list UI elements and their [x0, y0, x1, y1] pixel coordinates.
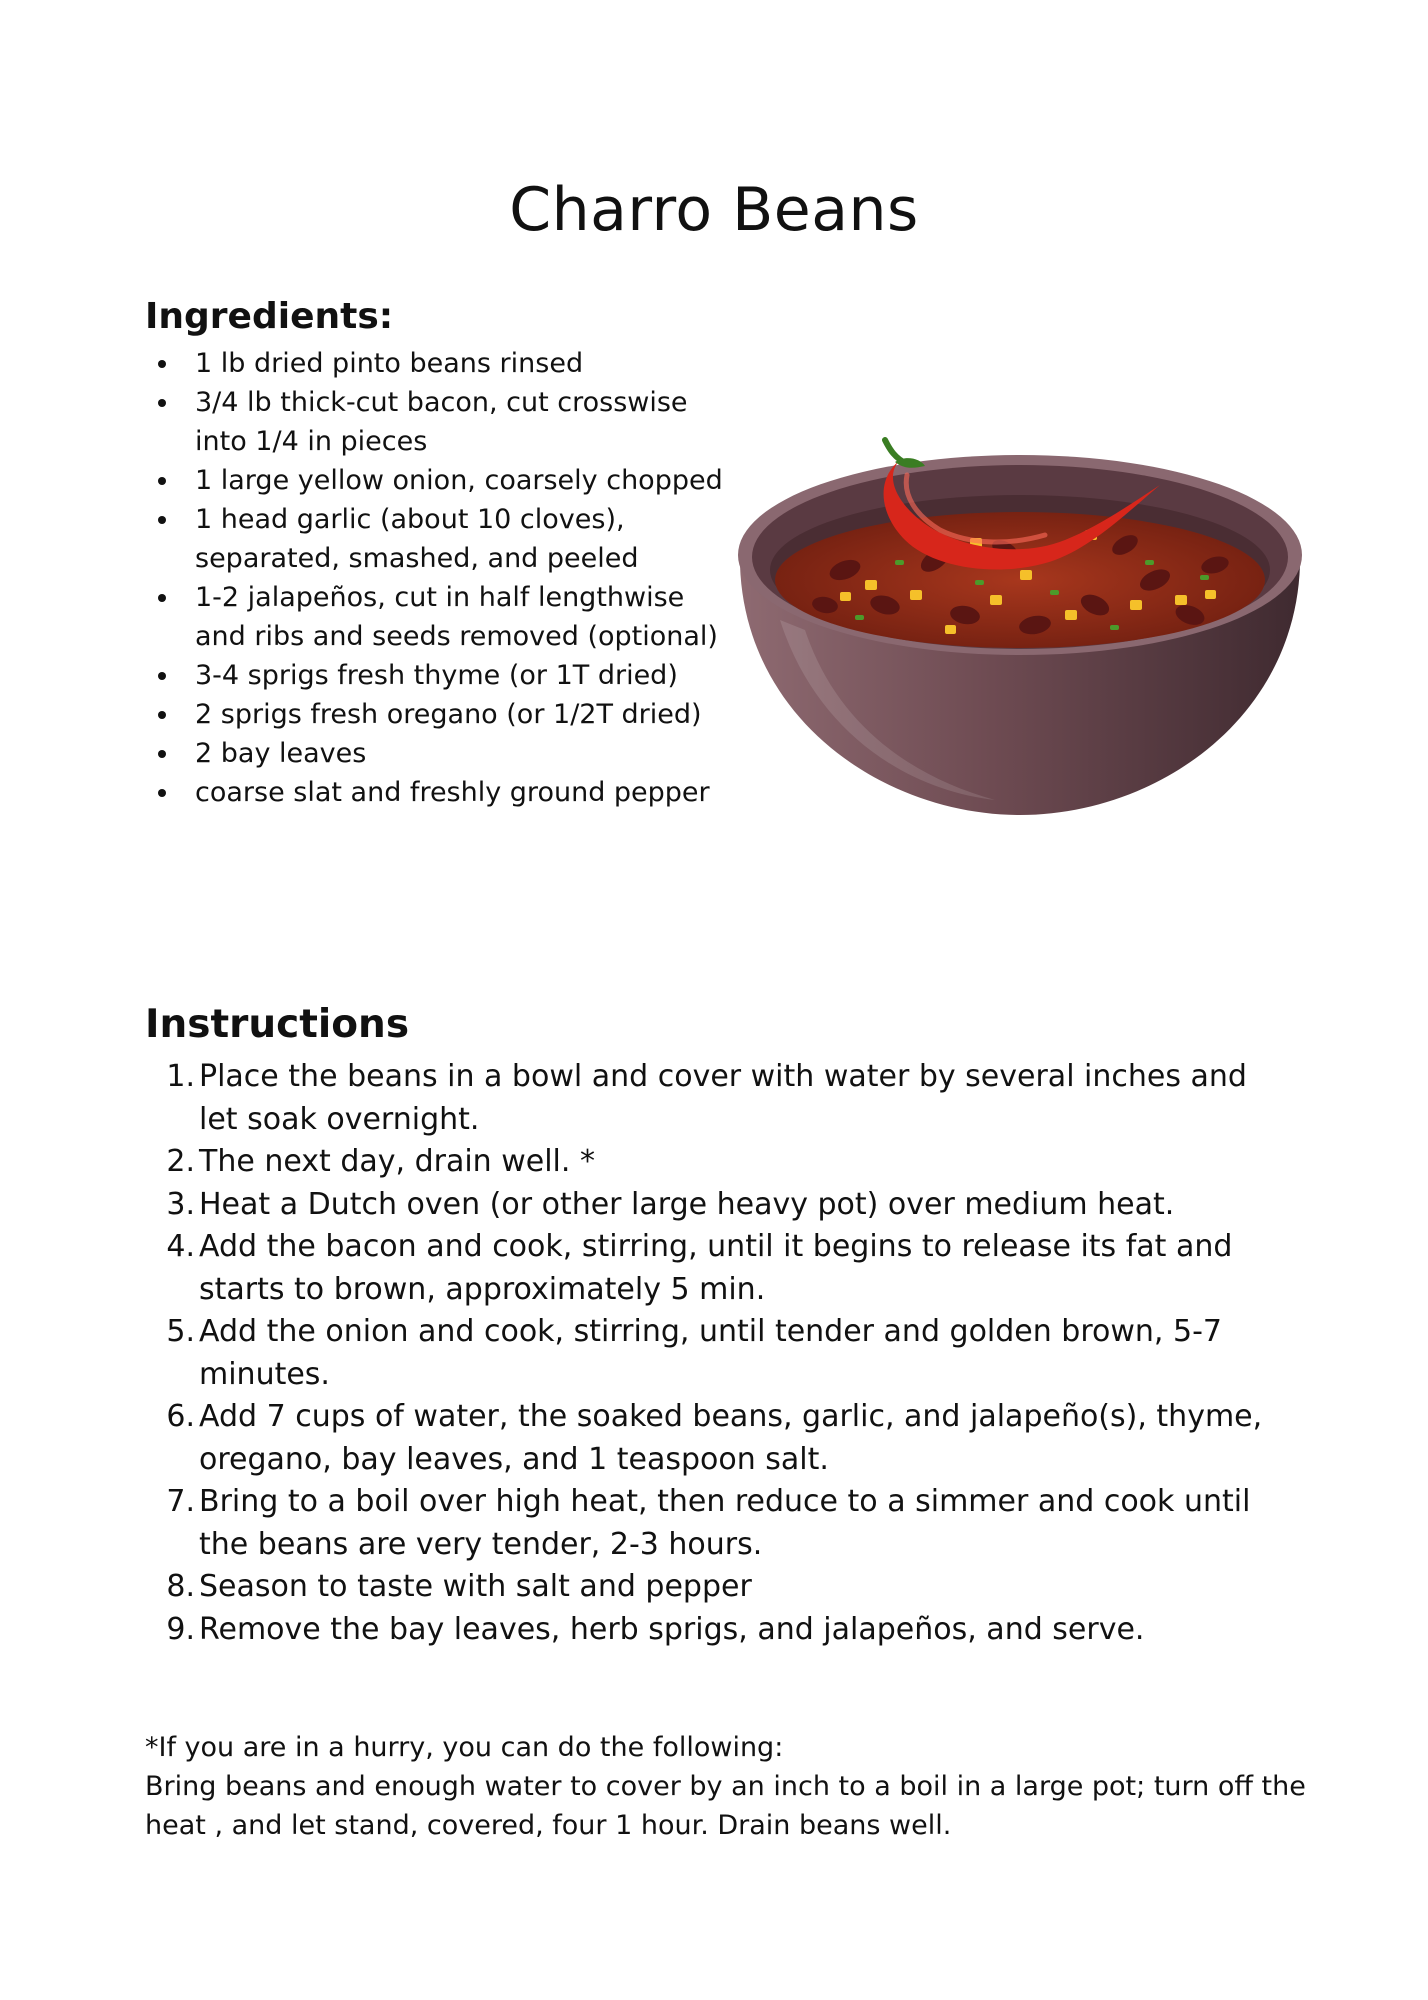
- ingredient-item: 1 lb dried pinto beans rinsed: [145, 344, 735, 383]
- step-number: 9.: [166, 1611, 195, 1647]
- ingredient-item: coarse slat and freshly ground pepper: [145, 773, 735, 812]
- ingredient-item: 2 sprigs fresh oregano (or 1/2T dried): [145, 695, 735, 734]
- instruction-step: [145, 1566, 1295, 1609]
- ingredient-item: 2 bay leaves: [145, 734, 735, 773]
- step-text: Add the onion and cook, stirring, until tender and golden brown, 5-7 minutes.: [199, 1314, 1223, 1392]
- step-text: Bring to a boil over high heat, then reduce to a simmer and cook until the beans are very tender, 2-3 hours.: [199, 1484, 1251, 1562]
- step-text: Heat a Dutch oven (or other large heavy pot) over medium heat.: [199, 1186, 1175, 1222]
- instruction-step: [145, 1184, 1295, 1227]
- instructions-heading: Instructions: [145, 1002, 410, 1047]
- step-number: 5.: [166, 1314, 195, 1349]
- step-number: 2.: [166, 1144, 195, 1179]
- instruction-step: [145, 1396, 1295, 1481]
- instruction-step: [145, 1481, 1295, 1566]
- step-text: Remove the bay leaves, herb sprigs, and jalapeños, and serve.: [199, 1611, 1145, 1647]
- ingredients-list: [145, 344, 735, 812]
- instruction-step: [145, 1226, 1295, 1311]
- step-number: 1.: [166, 1059, 195, 1094]
- step-text: Season to taste with salt and pepper: [199, 1569, 752, 1604]
- instruction-step: [145, 1141, 1295, 1184]
- ingredients-heading: Ingredients:: [145, 296, 394, 337]
- ingredient-item: 1 head garlic (about 10 cloves), separated, smashed, and peeled: [145, 500, 735, 578]
- instruction-step: [145, 1056, 1295, 1141]
- step-text: Add 7 cups of water, the soaked beans, garlic, and jalapeño(s), thyme, oregano, bay leaves, and 1 teaspoon salt.: [199, 1399, 1263, 1477]
- instruction-step: [145, 1609, 1295, 1652]
- ingredient-item: 1 large yellow onion, coarsely chopped: [145, 461, 735, 500]
- page-title: Charro Beans: [509, 175, 919, 245]
- ingredient-item: 3/4 lb thick-cut bacon, cut crosswise into 1/4 in pieces: [145, 383, 735, 461]
- instruction-step: [145, 1311, 1295, 1396]
- hurry-note: [145, 1728, 1325, 1845]
- step-text: Add the bacon and cook, stirring, until it begins to release its fat and starts to brown, approximately 5 min.: [199, 1229, 1233, 1307]
- ingredient-item: 3-4 sprigs fresh thyme (or 1T dried): [145, 656, 735, 695]
- bowl-of-charro-beans-with-chili-pepper-icon: [735, 420, 1305, 820]
- step-number: 4.: [166, 1229, 195, 1264]
- note-intro: *If you are in a hurry, you can do the following:: [145, 1732, 784, 1763]
- step-text: Place the beans in a bowl and cover with water by several inches and let soak overnight.: [199, 1059, 1247, 1137]
- step-text: The next day, drain well. *: [199, 1144, 595, 1179]
- step-number: 8.: [166, 1569, 195, 1604]
- note-body: Bring beans and enough water to cover by an inch to a boil in a large pot; turn off the heat , and let stand, covered, four 1 hour. Drain beans well.: [145, 1771, 1306, 1841]
- instructions-list: [145, 1056, 1295, 1651]
- step-number: 3.: [166, 1186, 195, 1222]
- step-number: 6.: [166, 1399, 195, 1434]
- step-number: 7.: [166, 1484, 195, 1519]
- ingredient-item: 1-2 jalapeños, cut in half lengthwise and ribs and seeds removed (optional): [145, 578, 735, 656]
